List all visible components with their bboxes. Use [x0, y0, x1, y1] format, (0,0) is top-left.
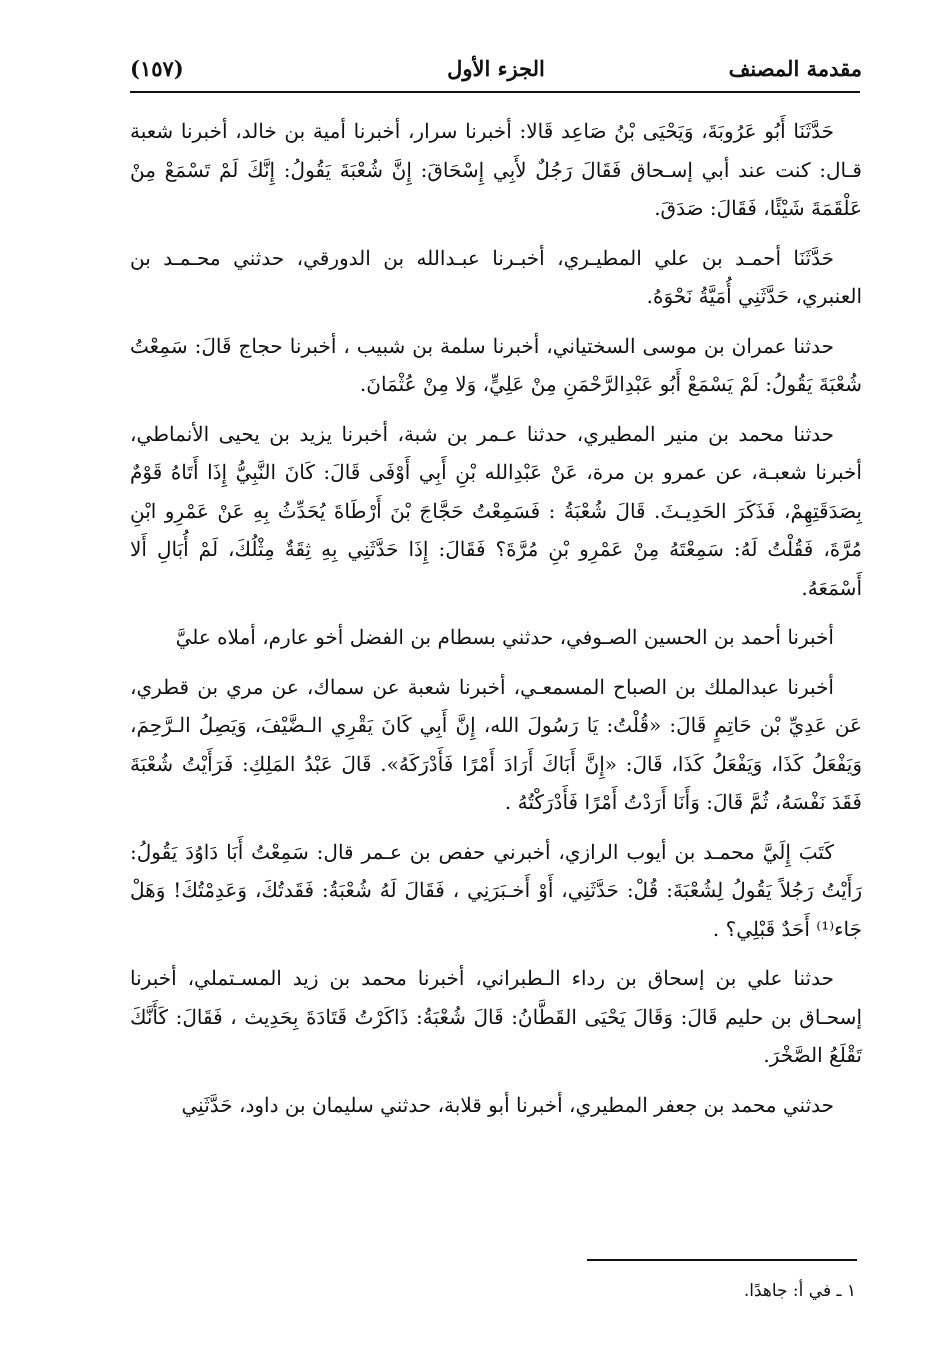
section-title: مقدمة المصنف — [728, 56, 862, 81]
volume-label: الجزء الأول — [447, 56, 545, 81]
paragraph-5: أخبرنا أحمد بن الحسين الصـوفي، حدثني بسطام بن الفضل أخو عارم، أملاه عليَّ — [175, 625, 834, 649]
main-text — [130, 112, 862, 1135]
paragraph-7: كَتَبَ إِلَيَّ محمـد بن أيوب الرازي، أخبرني حفص بن عـمر قال: سَمِعْتُ أَبَا دَاوُدَ يَقُولُ: رَأَيْتُ رَجُلاً يَقُولُ لِشُعْبَةَ: قُلْ: حَدَّثَنِي، أَوْ أَخـبَرَنِي ، فَقَالَ لَهُ شُعْبَةُ: فَقَدتُكَ، وَعَدِمْتُكَ! وَهَلْ جَاء⁽¹⁾ أَحَدٌ قَبْلِي؟ . — [130, 839, 862, 941]
paragraph-8: حدثنا علي بن إسحاق بن رداء الـطبراني، أخبرنا محمد بن زيد المسـتملي، أخبرنا إسحـاق بن حليم قَالَ: وَقَالَ يَحْيَى القَطَّانُ: قَالَ شُعْبَةُ: ذَاكَرْتُ قَتَادَةَ بِحَدِيث ، فَقَالَ: كَأَنَّكَ تَقْلَعُ الصَّخْرَ. — [130, 966, 862, 1067]
footnote: ١ ـ في أ: جاهدًا. — [743, 1281, 856, 1301]
running-header — [130, 48, 862, 88]
paragraph-9: حدثني محمد بن جعفر المطيري، أخبرنا أبو قلابة، حدثني سليمان بن داود، حَدَّثَنِي — [181, 1092, 834, 1117]
footnote-divider — [587, 1259, 857, 1261]
paragraph-1: حَدَّثَنَا أَبُو عَرُوبَةَ، وَيَحْيَى بْنُ صَاعِد قَالا: أخبرنا سرار، أخبرنا أمية بن خالد، أخبرنا شعبة قـال: كنت عند أبي إسـحاق فَقَالَ رَجُلٌ لأَبِي إِسْحَاقَ: إِنَّ شُعْبَةَ يَقُولُ: إِنَّكَ لَمْ تَسْمَعْ مِنْ عَلْقَمَةَ شَيْئًا، فَقَالَ: صَدَقَ. — [130, 119, 862, 220]
paragraph-4: حدثنا محمد بن منير المطيري، حدثنا عـمر بن شبة، أخبرنا يزيد بن يحيى الأنماطي، أخبرنا شعبـة، عن عمرو بن مرة، عَنْ عَبْدِالله بْنِ أَبِي أَوْفَى قَالَ: كَانَ النَّبِيُّ إِذَا أَتَاهُ قَوْمٌ بِصَدَقَتِهِمْ، فَذَكَرَ الحَدِيـثَ. قَالَ شُعْبَةُ : فَسَمِعْتُ حَجَّاجَ بْنَ أَرْطَاةَ يُحَدِّثُ بِهِ عَنْ عَمْرِو ابْنِ مُرَّةَ، فَقُلْتُ لَهُ: سَمِعْتَهُ مِنْ عَمْرِو بْنِ مُرَّةَ؟ فَقَالَ: إِذَا حَدَّثَنِي بِهِ ثِقَةٌ مِثْلُكَ، لَمْ أُبَالِ أَلا أَسْمَعَهُ. — [130, 421, 862, 600]
paragraph-2: حَدَّثَنَا أحمـد بن علي المطيـري، أخبـرنا عبـدالله بن الدورقي، حدثني محـمـد بن العنبري، حَدَّثَنِي أُمَيَّةُ نَحْوَهُ. — [130, 245, 862, 308]
paragraph-6: أخبرنا عبدالملك بن الصباح المسمعـي، أخبرنا شعبة عن سماك، عن مري بن قطري، عَن عَدِيِّ بْن حَاتِمٍ قَالَ: «قُلْتُ: يَا رَسُولَ الله، إِنَّ أَبِي كَانَ يَقْرِي الـضَّيْفَ، وَيَصِلُ الـرَّحِمَ، وَيَفْعَلُ كَذَا، وَيَفْعَلُ كَذَا، قَالَ: «إِنَّ أَبَاكَ أَرَادَ أَمْرًا فَأَدْرَكَهُ». قَالَ عَبْدُ المَلِكِ: فَرَأَيْتُ شُعْبَةَ فَقَدَ نَفْسَهُ، ثُمَّ قَالَ: وَأَنَا أَرَدْتُ أَمْرًا فَأَدْرَكْتُهُ . — [130, 674, 862, 814]
header-divider — [130, 91, 860, 93]
page-number: (١٥٧) — [130, 56, 184, 81]
paragraph-3: حدثنا عمران بن موسى السختياني، أخبرنا سلمة بن شبيب ، أخبرنا حجاج قَالَ: سَمِعْتُ شُعْبَةَ يَقُولُ: لَمْ يَسْمَعْ أَبُو عَبْدِالرَّحْمَنِ مِنْ عَلِيٍّ، وَلا مِنْ عُثْمَانَ. — [130, 333, 862, 396]
